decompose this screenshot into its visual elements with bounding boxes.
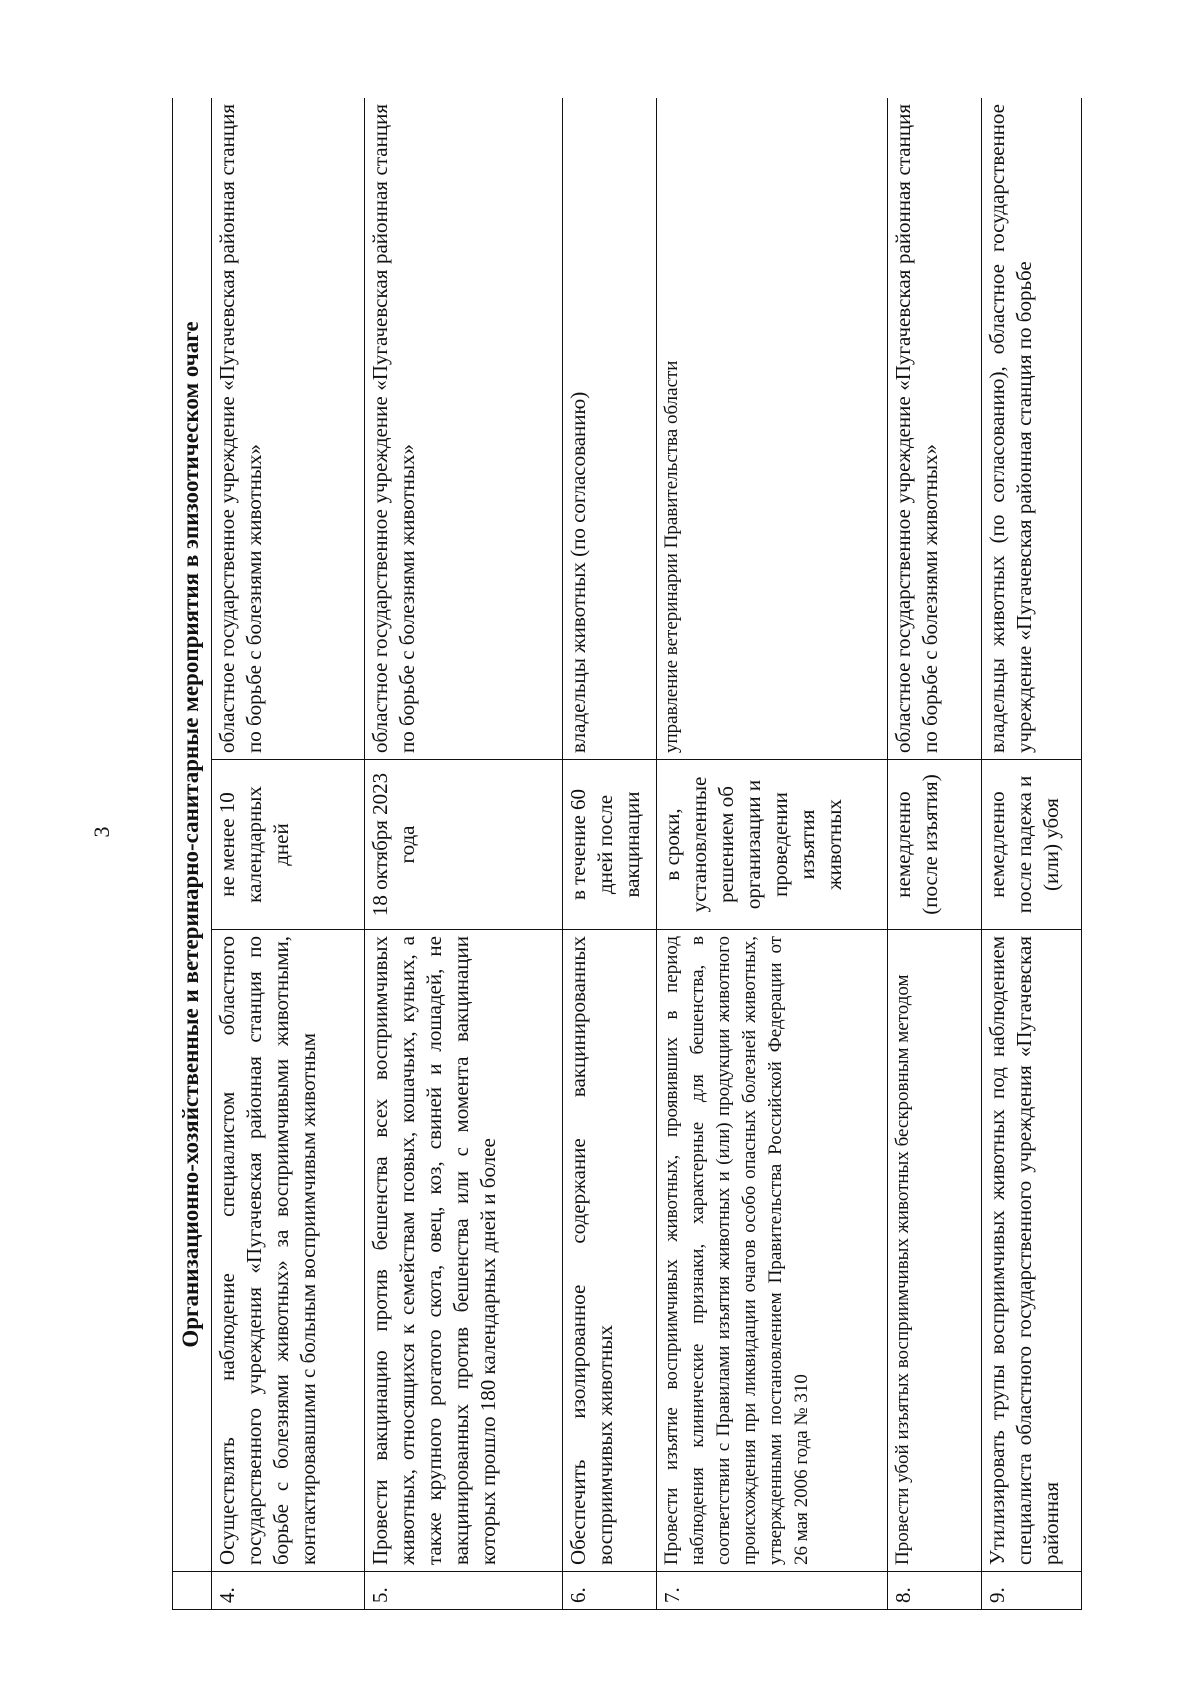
row-term: не менее 10 календарных дней (212, 760, 365, 930)
row-responsible: владельцы животных (по согласованию) (563, 98, 657, 760)
row-responsible: областное государственное учреждение «Пугачевская районная станция по борьбе с болезнями животных» (364, 98, 562, 760)
row-number: 8. (887, 1572, 981, 1610)
table-row (887, 98, 981, 1610)
page-number: 3 (89, 826, 114, 838)
table-row (364, 98, 562, 1610)
table-row (981, 98, 1081, 1610)
row-responsible: управление ветеринарии Правительства области (656, 98, 887, 760)
measures-table (172, 98, 1082, 1610)
row-responsible: областное государственное учреждение «Пугачевская районная станция по борьбе с болезнями животных» (887, 98, 981, 760)
section-title: Организационно-хозяйственные и ветеринарно-санитарные мероприятия в эпизоотическом очаге (173, 98, 212, 1572)
row-action: Обеспечить изолированное содержание вакцинированных восприимчивых животных (563, 930, 657, 1572)
row-number: 6. (563, 1572, 657, 1610)
row-term: немедленно (после изъятия) (887, 760, 981, 930)
table-row (212, 98, 365, 1610)
row-number: 5. (364, 1572, 562, 1610)
table-row (563, 98, 657, 1610)
row-number: 9. (981, 1572, 1081, 1610)
row-action: Провести изъятие восприимчивых животных, проявивших в период наблюдения клинические признаки, характерные для бешенства, в соответствии с Правилами изъятия животных и (или) продукции животного происхождения при ликвидации очагов особо опасных болезней животных, утвержденными постановлением Правительства Российской Федерации от 26 мая 2006 года № 310 (656, 930, 887, 1572)
row-number: 7. (656, 1572, 887, 1610)
row-number: 4. (212, 1572, 365, 1610)
row-responsible: областное государственное учреждение «Пугачевская районная станция по борьбе с болезнями животных» (212, 98, 365, 760)
row-term: 18 октября 2023 года (364, 760, 562, 930)
row-action: Провести вакцинацию против бешенства всех восприимчивых животных, относящихся к семействам псовых, кошачьих, куньих, а также крупного рогатого скота, овец, коз, свиней и лошадей, не вакцинированных против бешенства или с момента вакцинации которых прошло 180 календарных дней и более (364, 930, 562, 1572)
table-viewport (172, 98, 1082, 1610)
row-term: в сроки, установленные решением об организации и проведении изъятия животных (656, 760, 887, 930)
row-term: немедленно после падежа и (или) убоя (981, 760, 1081, 930)
row-action: Утилизировать трупы восприимчивых животных под наблюдением специалиста областного государственного учреждения «Пугачевская районная (981, 930, 1081, 1572)
row-term: в течение 60 дней после вакцинации (563, 760, 657, 930)
row-action: Провести убой изъятых восприимчивых животных бескровным методом (887, 930, 981, 1572)
header-empty-cell (173, 1572, 212, 1610)
table-row (656, 98, 887, 1610)
rotated-table-container (172, 98, 1082, 1610)
row-action: Осуществлять наблюдение специалистом областного государственного учреждения «Пугачевская районная станция по борьбе с болезнями животных» за восприимчивыми животными, контактировавшими с больным восприимчивым животным (212, 930, 365, 1572)
row-responsible: владельцы животных (по согласованию), областное государственное учреждение «Пугачевская районная станция по борьбе (981, 98, 1081, 760)
